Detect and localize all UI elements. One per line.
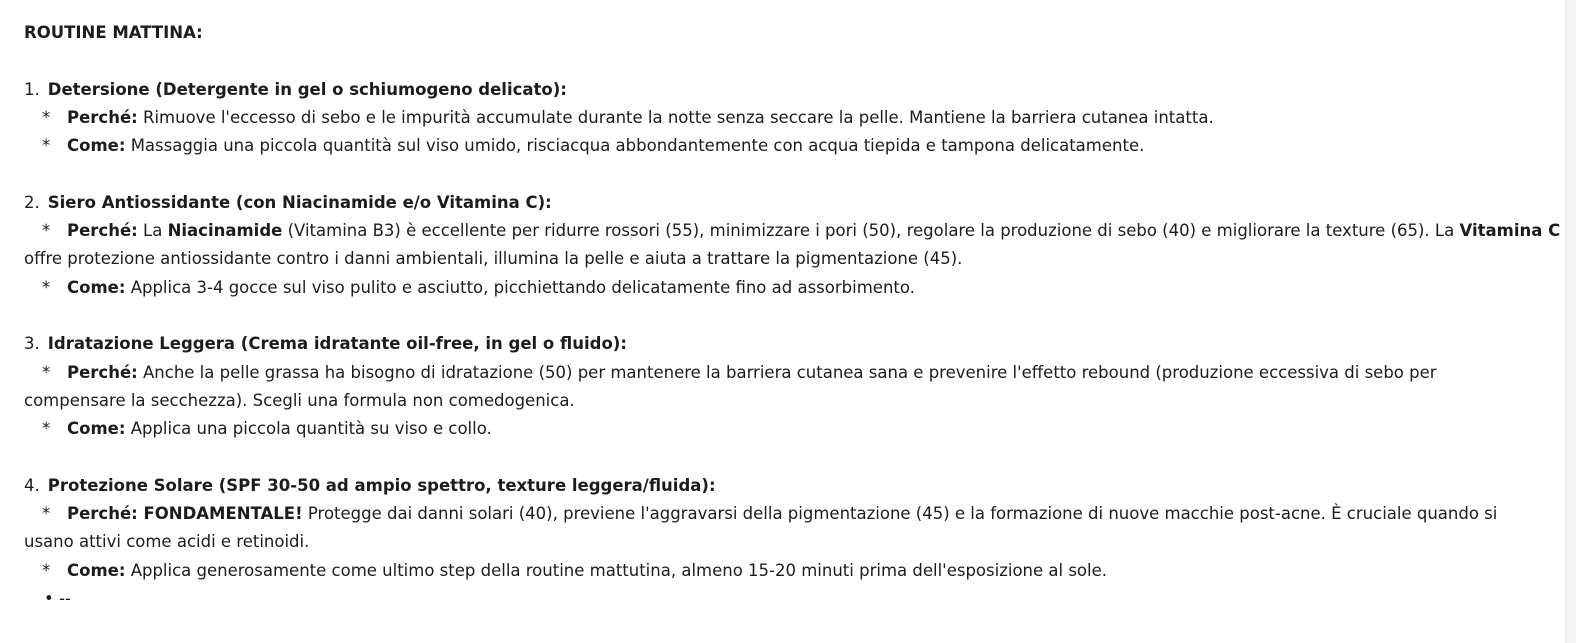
routine-title: ROUTINE MATTINA: xyxy=(24,23,203,42)
perche-label: Perché: xyxy=(67,107,138,127)
spacer xyxy=(24,443,1534,471)
niacinamide-term: Niacinamide xyxy=(167,221,283,241)
perche-text-part: La xyxy=(143,221,163,241)
spacer xyxy=(24,302,1534,330)
come-text: Applica 3-4 gocce sul viso pulito e asciutto, picchiettando delicatamente fino ad assorbimento. xyxy=(130,277,915,297)
come-label: Come: xyxy=(67,419,126,439)
step-3-come xyxy=(24,415,1534,443)
step-3-title: Idratazione Leggera (Crema idratante oil-free, in gel o fluido): xyxy=(47,334,627,354)
bullet-text: -- xyxy=(59,588,71,608)
perche-label: Perché: xyxy=(67,362,138,382)
asterisk-marker: * xyxy=(42,419,51,439)
step-2-number: 2. xyxy=(24,192,40,212)
step-1-number: 1. xyxy=(24,79,40,99)
perche-text-part: (Vitamina B3) è eccellente per ridurre rossori (55), minimizzare i pori (50), regolare la produzione di sebo (40) e migliorare la texture (65). La xyxy=(287,221,1455,241)
vertical-scrollbar[interactable] xyxy=(1565,0,1576,643)
step-4-come xyxy=(24,557,1534,585)
come-text: Massaggia una piccola quantità sul viso umido, risciacqua abbondantemente con acqua tiepida e tampona delicatamente. xyxy=(130,136,1145,156)
perche-label: Perché: xyxy=(67,221,138,241)
perche-text: Protegge dai danni solari (40), previene l'aggravarsi della pigmentazione (45) e la formazione di nuove macchie post-acne. È cruciale quando si usano attivi come acidi e retinoidi. xyxy=(24,504,1498,552)
step-2-title: Siero Antiossidante (con Niacinamide e/o Vitamina C): xyxy=(47,192,552,212)
step-1-heading xyxy=(24,76,1534,104)
step-1-title: Detersione (Detergente in gel o schiumogeno delicato): xyxy=(47,79,567,99)
step-3-heading xyxy=(24,330,1534,358)
step-2-heading xyxy=(24,189,1534,217)
step-4-number: 4. xyxy=(24,475,40,495)
trailing-bullet-item xyxy=(24,585,1534,613)
step-3-number: 3. xyxy=(24,334,40,354)
document-body xyxy=(24,19,1561,613)
step-2-come xyxy=(24,274,1534,302)
bullet-marker: • xyxy=(44,588,54,608)
step-2-perche-continued: offre protezione antiossidante contro i danni ambientali, illumina la pelle e aiuta a trattare la pigmentazione (45). xyxy=(24,249,963,269)
step-2-perche xyxy=(24,217,1561,245)
come-label: Come: xyxy=(67,277,126,297)
vitamina-c-term: Vitamina C xyxy=(1459,221,1561,241)
perche-text: Anche la pelle grassa ha bisogno di idratazione (50) per mantenere la barriera cutanea sana e prevenire l'effetto rebound (produzione eccessiva di sebo per compensare la secchezza). Scegli una formula non comedogenica. xyxy=(24,362,1437,410)
asterisk-marker: * xyxy=(42,504,51,524)
step-3-perche xyxy=(24,359,1534,416)
come-text: Applica generosamente come ultimo step della routine mattutina, almeno 15-20 minuti prima dell'esposizione al sole. xyxy=(130,560,1108,580)
come-label: Come: xyxy=(67,136,126,156)
step-4-heading xyxy=(24,472,1534,500)
come-text: Applica una piccola quantità su viso e collo. xyxy=(130,419,492,439)
asterisk-marker: * xyxy=(42,362,51,382)
perche-text: Rimuove l'eccesso di sebo e le impurità accumulate durante la notte senza seccare la pelle. Mantiene la barriera cutanea intatta. xyxy=(143,107,1214,127)
asterisk-marker: * xyxy=(42,221,51,241)
perche-label: Perché: FONDAMENTALE! xyxy=(67,504,303,524)
asterisk-marker: * xyxy=(42,136,51,156)
step-1-perche xyxy=(24,104,1534,132)
step-1-come xyxy=(24,132,1534,160)
come-label: Come: xyxy=(67,560,126,580)
asterisk-marker: * xyxy=(42,107,51,127)
asterisk-marker: * xyxy=(42,277,51,297)
spacer xyxy=(24,160,1534,188)
step-4-perche xyxy=(24,500,1534,557)
asterisk-marker: * xyxy=(42,560,51,580)
step-4-title: Protezione Solare (SPF 30-50 ad ampio spettro, texture leggera/fluida): xyxy=(47,475,716,495)
